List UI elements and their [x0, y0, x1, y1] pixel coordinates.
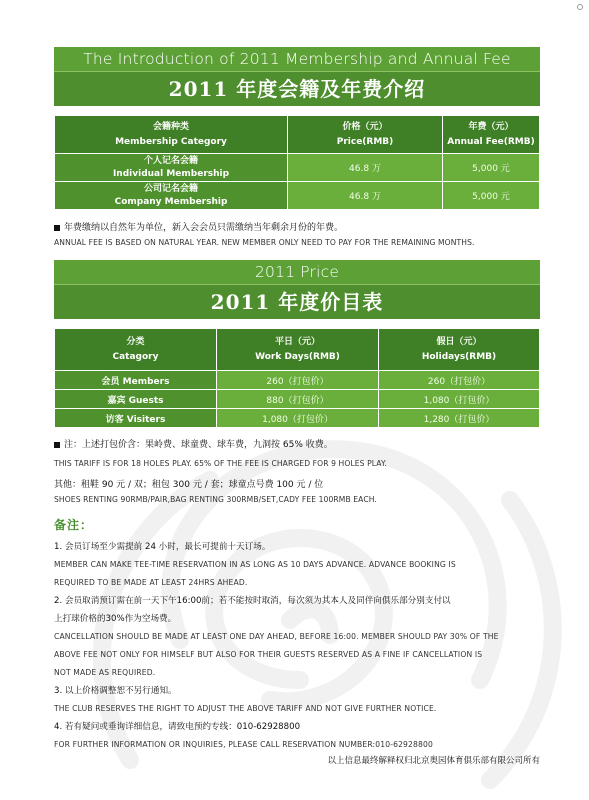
membership-row-fee: 5,000 元	[443, 182, 540, 210]
price-row-holidays: 1,080（打包价）	[379, 390, 540, 409]
remarks-list	[54, 538, 540, 754]
remark-line: CANCELLATION SHOULD BE MADE AT LEAST ONE DAY AHEAD, BEFORE 16:00. MEMBER SHOULD PAY 30% OF THE	[54, 632, 499, 641]
price-row-holidays: 260（打包价）	[379, 371, 540, 390]
price-banner-title-en: 2011 Price	[54, 260, 540, 285]
price-note-en: THIS TARIFF IS FOR 18 HOLES PLAY. 65% OF THE FEE IS CHARGED FOR 9 HOLES PLAY.	[54, 459, 387, 468]
bullet-square-icon	[54, 225, 60, 231]
copyright-footer: 以上信息最终解释权归北京奥园体育俱乐部有限公司所有	[327, 756, 540, 766]
membership-header-annual-fee: 年费（元） Annual Fee(RMB)	[443, 116, 540, 154]
price-note-cn: 注：上述打包价含：果岭费、球童费、球车费，九洞按 65% 收费。	[54, 437, 333, 450]
price-row-workdays: 880（打包价）	[217, 390, 379, 409]
price-banner-title-cn: 2011 年度价目表	[210, 290, 384, 314]
price-table-header-row	[55, 329, 540, 371]
price-row-workdays: 260（打包价）	[217, 371, 379, 390]
membership-banner-title-en: The Introduction of 2011 Membership and Annual Fee	[54, 47, 540, 72]
remark-line: 4. 若有疑问或垂询详细信息，请致电预约专线：010-62928800	[54, 722, 301, 732]
bullet-square-icon	[54, 442, 60, 448]
price-header-holidays: 假日（元） Holidays(RMB)	[379, 329, 540, 371]
membership-row-label: 公司记名会籍 Company Membership	[55, 182, 288, 210]
table-row	[55, 154, 540, 182]
membership-banner-title-cn: 2011 年度会籍及年费介绍	[168, 77, 426, 101]
remark-line: 3. 以上价格调整恕不另行通知。	[54, 686, 177, 696]
price-table	[54, 328, 540, 428]
table-row	[55, 409, 540, 428]
remarks-title: 备注：	[54, 518, 94, 532]
remark-line: 上打球价格的30%作为空场费。	[54, 614, 177, 624]
price-row-workdays: 1,080（打包价）	[217, 409, 379, 428]
remark-line: 1. 会员订场至少需提前 24 小时，最长可提前十天订场。	[54, 542, 271, 552]
membership-row-label: 个人记名会籍 Individual Membership	[55, 154, 288, 182]
price-row-label: 嘉宾 Guests	[55, 390, 217, 409]
price-row-label: 访客 Visiters	[55, 409, 217, 428]
table-row	[55, 182, 540, 210]
table-row	[55, 390, 540, 409]
membership-header-category: 会籍种类 Membership Category	[55, 116, 288, 154]
remark-line: MEMBER CAN MAKE TEE-TIME RESERVATION IN AS LONG AS 10 DAYS ADVANCE. ADVANCE BOOKING IS	[54, 560, 456, 569]
remark-line: ABOVE FEE NOT ONLY FOR HIMSELF BUT ALSO FOR THEIR GUESTS RESERVED AS A FINE IF CANCELLATION IS	[54, 650, 483, 659]
remark-line: NOT MADE AS REQUIRED.	[54, 668, 156, 677]
membership-header-price: 价格（元） Price(RMB)	[288, 116, 443, 154]
price-header-workdays: 平日（元） Work Days(RMB)	[217, 329, 379, 371]
membership-table-header-row	[55, 116, 540, 154]
membership-table	[54, 115, 540, 210]
price-banner	[54, 260, 540, 319]
membership-note-cn: 年费缴纳以自然年为单位，新入会会员只需缴纳当年剩余月份的年费。	[54, 220, 343, 233]
remark-line: FOR FURTHER INFORMATION OR INQUIRIES, PLEASE CALL RESERVATION NUMBER:010-62928800	[54, 740, 433, 749]
remark-line: REQUIRED TO BE MADE AT LEAST 24HRS AHEAD.	[54, 578, 248, 587]
other-fees-cn: 其他：租鞋 90 元 / 双；租包 300 元 / 套；球童点号费 100 元 / 位	[54, 480, 324, 490]
table-row	[55, 371, 540, 390]
membership-note-en: ANNUAL FEE IS BASED ON NATURAL YEAR. NEW MEMBER ONLY NEED TO PAY FOR THE REMAINING MONTHS.	[54, 238, 475, 247]
membership-row-fee: 5,000 元	[443, 154, 540, 182]
price-row-label: 会员 Members	[55, 371, 217, 390]
membership-banner	[54, 47, 540, 106]
price-header-category: 分类 Catagory	[55, 329, 217, 371]
membership-row-price: 46.8 万	[288, 154, 443, 182]
corner-mark	[577, 4, 583, 10]
remark-line: THE CLUB RESERVES THE RIGHT TO ADJUST THE ABOVE TARIFF AND NOT GIVE FURTHER NOTICE.	[54, 704, 437, 713]
price-row-holidays: 1,280（打包价）	[379, 409, 540, 428]
membership-row-price: 46.8 万	[288, 182, 443, 210]
remark-line: 2. 会员取消预订需在前一天下午16:00前；若不能按时取消，每次须为其本人及同伴向俱乐部分别支付以	[54, 596, 451, 606]
other-fees-en: SHOES RENTING 90RMB/PAIR,BAG RENTING 300RMB/SET,CADY FEE 100RMB EACH.	[54, 495, 377, 504]
